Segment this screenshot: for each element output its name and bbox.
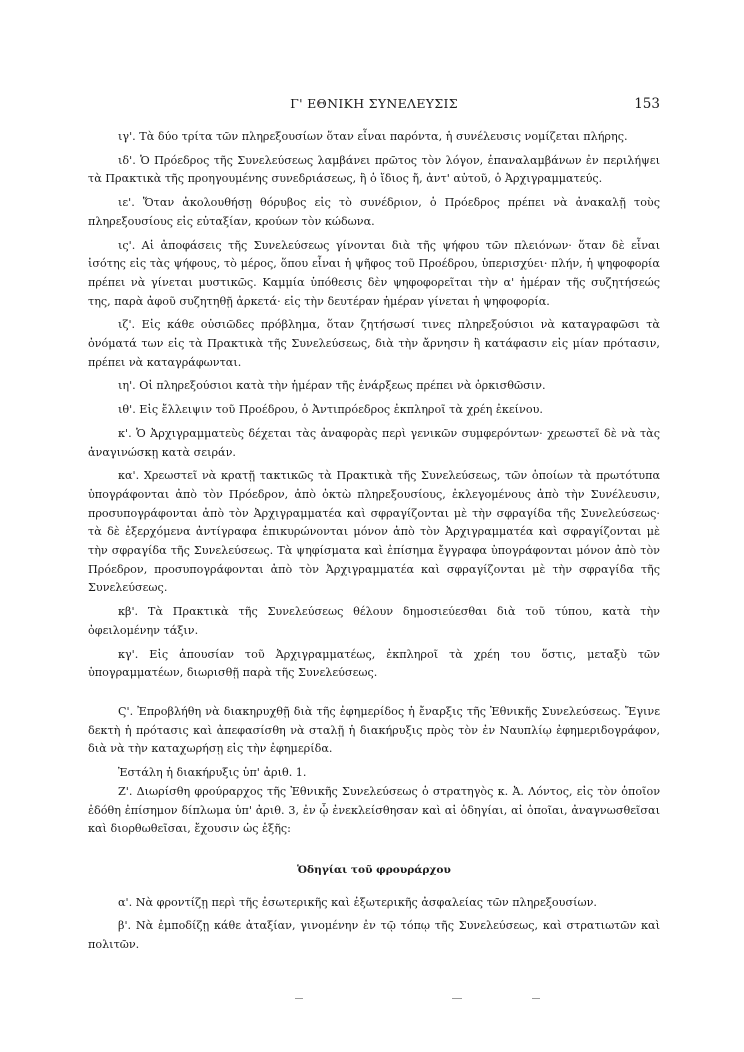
article-16: ις'. Αἱ ἀποφάσεις τῆς Συνελεύσεως γίνονται διὰ τῆς ψήφου τῶν πλειόνων· ὅταν δὲ εἶναι ἰσότης εἰς τὰς ψήφους, τὸ μέρος, ὅπου εἶναι ἡ ψῆφος τοῦ Προέδρου, ὑπερισχύει· πλήν, ἡ ψηφοφορία πρέπει νὰ γίνεται μυστικῶς. Καμμία ὑπόθεσις δὲν ψηφοφορεῖται τὴν α' ἡμέραν τῆς συζητήσεώς της, παρὰ ἀφοῦ συζητηθῇ ἀρκετά· εἰς τὴν δευτέραν ἡμέραν γίνεται ἡ ψηφοφορία. xyxy=(88,238,660,308)
scan-speck xyxy=(532,998,540,999)
article-17: ιζ'. Εἰς κάθε οὐσιῶδες πρόβλημα, ὅταν ζητήσωσί τινες πληρεξούσιοι νὰ καταγραφῶσι τὰ ὀνόματά των εἰς τὰ Πρακτικὰ τῆς Συνελεύσεως, διὰ τὴν ἄρνησιν ἢ κατάφασιν εἰς μίαν πρότασιν, πρέπει νὰ καταγράφωνται. xyxy=(88,318,660,369)
section-7-paragraph: Ζ'. Διωρίσθη φρούραρχος τῆς Ἐθνικῆς Συνελεύσεως ὁ στρατηγὸς κ. Ἀ. Λόντος, εἰς τὸν ὁποῖον ἐδόθη ἐπίσημον δίπλωμα ὑπ' ἀριθ. 3, ἐν ᾧ ἐνεκλείσθησαν καὶ αἱ ὁδηγίαι, αἱ ὁποῖαι, ἀναγνωσθεῖσαι καὶ διορθωθεῖσαι, ἔχουσιν ὡς ἑξῆς: xyxy=(88,784,660,836)
article-14: ιδ'. Ὁ Πρόεδρος τῆς Συνελεύσεως λαμβάνει πρῶτος τὸν λόγον, ἐπαναλαμβάνων ἐν περιλήψει τὰ Πρακτικὰ τῆς προηγουμένης συνεδριάσεως, ἢ ὁ ἴδιος ἤ, ἀντ' αὐτοῦ, ὁ Ἀρχιγραμματεύς. xyxy=(88,153,660,186)
section-6-paragraph: Ϛ'. Ἐπροβλήθη νὰ διακηρυχθῇ διὰ τῆς ἐφημερίδος ἡ ἔναρξις τῆς Ἐθνικῆς Συνελεύσεως. Ἔγινε δεκτὴ ἡ πρότασις καὶ ἀπεφασίσθη νὰ σταλῇ ἡ διακήρυξις πρὸς τὸν ἐν Ναυπλίῳ ἐφημεριδογράφον, διὰ νὰ τὴν καταχωρήσῃ εἰς τὴν ἐφημερίδα. xyxy=(88,704,660,756)
instructions-heading: Ὁδηγίαι τοῦ φρουράρχου xyxy=(297,863,451,876)
article-13: ιγ'. Τὰ δύο τρίτα τῶν πληρεξουσίων ὅταν εἶναι παρόντα, ἡ συνέλευσις νομίζεται πλήρης. xyxy=(118,130,628,143)
running-title: Γ' ΕΘΝΙΚΗ ΣΥΝΕΛΕΥΣΙΣ xyxy=(290,96,458,111)
article-18: ιη'. Οἱ πληρεξούσιοι κατὰ τὴν ἡμέραν τῆς ἐνάρξεως πρέπει νὰ ὁρκισθῶσιν. xyxy=(118,379,546,393)
page-number: 153 xyxy=(634,96,660,112)
scan-speck xyxy=(452,998,462,999)
instruction-item: β'. Νὰ ἐμποδίζῃ κάθε ἀταξίαν, γινομένην ἐν τῷ τόπῳ τῆς Συνελεύσεως, καὶ στρατιωτῶν καὶ πολιτῶν. xyxy=(88,919,660,952)
instruction-item: α'. Νὰ φροντίζῃ περὶ τῆς ἐσωτερικῆς καὶ ἐξωτερικῆς ἀσφαλείας τῶν πληρεξουσίων. xyxy=(118,895,597,909)
page-body xyxy=(88,128,660,960)
article-23: κγ'. Εἰς ἀπουσίαν τοῦ Ἀρχιγραμματέως, ἐκπληροῖ τὰ χρέη του ὅστις, μεταξὺ τῶν ὑπογραμματέων, διωρισθῇ παρὰ τῆς Συνελεύσεως. xyxy=(88,647,660,680)
article-15: ιε'. Ὅταν ἀκολουθήσῃ θόρυβος εἰς τὸ συνέδριον, ὁ Πρόεδρος πρέπει νὰ ἀνακαλῇ τοὺς πληρεξουσίους εἰς εὐταξίαν, κρούων τὸν κώδωνα. xyxy=(88,196,660,228)
article-22: κβ'. Τὰ Πρακτικὰ τῆς Συνελεύσεως θέλουν δημοσιεύεσθαι διὰ τοῦ τύπου, κατὰ τὴν ὀφειλομένην τάξιν. xyxy=(88,605,660,637)
article-19: ιθ'. Εἰς ἔλλειψιν τοῦ Προέδρου, ὁ Ἀντιπρόεδρος ἐκπληροῖ τὰ χρέη ἐκείνου. xyxy=(118,403,543,417)
article-21: κα'. Χρεωστεῖ νὰ κρατῇ τακτικῶς τὰ Πρακτικὰ τῆς Συνελεύσεως, τῶν ὁποίων τὰ πρωτότυπα ὑπογράφονται ἀπὸ τὸν Πρόεδρον, ἀπὸ ὀκτὼ πληρεξουσίους, ἐκλεγομένους ἀπὸ τὴν Συνέλευσιν, προσυπογράφονται ἀπὸ τὸν Ἀρχιγραμματέα καὶ σφραγίζονται μὲ τὴν σφραγίδα τῆς Συνελεύσεως· τὰ δὲ ἐξερχόμενα ἀντίγραφα ἐπικυρώνονται μόνον ἀπὸ τὸν Ἀρχιγραμματέα καὶ σφραγίζονται μὲ τὴν σφραγίδα τῆς Συνελεύσεως. Τὰ ψηφίσματα καὶ ἐπίσημα ἔγγραφα ὑπογράφονται μόνον ἀπὸ τὸν Πρόεδρον, προσυπογράφονται ἀπὸ τὸν Ἀρχιγραμματέα καὶ σφραγίζονται μὲ τὴν σφραγίδα τῆς Συνελεύσεως. xyxy=(88,469,660,595)
proclamation-sent-note: Ἐστάλη ἡ διακήρυξις ὑπ' ἀριθ. 1. xyxy=(118,766,307,780)
scan-speck xyxy=(295,998,303,999)
running-head xyxy=(88,96,660,116)
article-20: κ'. Ὁ Ἀρχιγραμματεὺς δέχεται τὰς ἀναφορὰς περὶ γενικῶν συμφερόντων· χρεωστεῖ δὲ νὰ τὰς ἀναγινώσκῃ κατὰ σειράν. xyxy=(88,426,660,459)
